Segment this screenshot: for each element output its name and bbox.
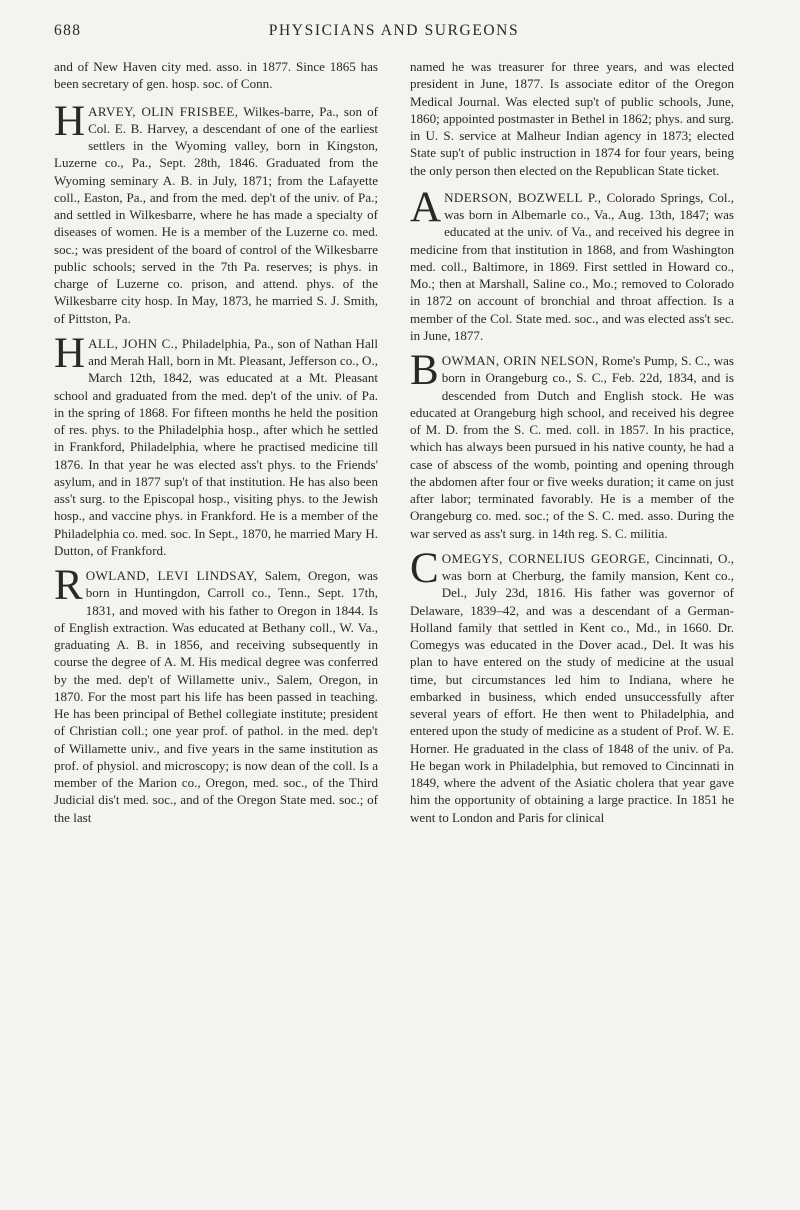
entry-text: Cincinnati, O., was born at Cherburg, the family mansion, Kent co., Del., July 23d, 1816. His father was governor of Delaware, 1839–42, and was a descendant of a German-Holland family that settled in Kent co., Md., in 1660. Dr. Comegys was educated in the Dover acad., Del. It was his plan to have entered on the study of medicine at the usual time, but circumstances led him to Indiana, where he embarked in business, which ended unsuccessfully after several years of effort. He then went to Philadelphia, and entered upon the study of medicine as a student of Prof. W. E. Horner. He graduated in the class of 1848 of the univ. of Pa. He began work in Philadelphia, but removed to Cincinnati in 1849, where the advent of the Asiatic cholera that year gave him the opportunity of obtaining a large practice. In 1851 he went to London and Paris for clinical [410, 550, 734, 825]
drop-cap: H [54, 329, 86, 377]
entry-name: OWMAN, ORIN NELSON, [441, 353, 599, 368]
entry-text: Rome's Pump, S. C., was born in Orangeburg co., S. C., Feb. 22d, 1834, and is descended from Dutch and English stock. He was educated at Orangeburg high school, and received his degree of M. D. from the S. C. med. coll. in 1857. In his practice, which has always been pursued in his native county, he had a case of abscess of the womb, pointing and opening through the abdomen after four or five weeks duration; it came on just after labor; terminated favorably. He is a member of the Orangeburg co. med. soc.; of the S. C. med. asso. During the war served as ass't surg. in 14th reg. S. C. militia. [410, 353, 734, 541]
left-column [54, 58, 378, 1196]
biography-entry-anderson [410, 183, 734, 344]
entry-name: ARVEY, OLIN FRISBEE, [88, 103, 239, 119]
drop-cap: H [54, 97, 86, 145]
drop-cap: R [54, 562, 83, 609]
entry-name: OMEGYS, CORNELIUS GEORGE, [441, 550, 650, 566]
biography-entry-comegys [410, 544, 734, 826]
entry-name: ALL, JOHN C., [88, 335, 179, 351]
entry-text: Philadelphia, Pa., son of Nathan Hall and Merah Hall, born in Mt. Pleasant, Jefferson co., O., March 12th, 1842, was educated at a Mt. Pleasant school and graduated from the med. dep't of the univ. of Pa. in the spring of 1868. For fifteen months he held the position of res. phys. to the Philadelphia hosp., after which he settled in Frankford, Philadelphia, where he practised medicine till 1876. In that year he was elected ass't phys. to the Friends' asylum, and in 1877 sup't of that institution. He has also been ass't surg. to the Episcopal hosp., visiting phys. to the Jewish hosp., and vaccine phys. in Frankford. He is a member of the Philadelphia co. med. soc. In Sept., 1870, he married Mary H. Dutton, of Frankford. [54, 335, 378, 558]
page-number: 688 [54, 22, 82, 39]
biography-entry-harvey [54, 97, 378, 327]
text-columns [54, 58, 734, 1196]
entry-name: OWLAND, LEVI LINDSAY, [85, 568, 258, 583]
entry-text: Wilkes-barre, Pa., son of Col. E. B. Harvey, a descendant of one of the earliest settlers in the Wyoming valley, born in Kingston, Luzerne co., Pa., Sept. 28th, 1846. Graduated from the Wyoming seminary A. B. in July, 1871; from the Lafayette coll., Easton, Pa., and from the med. dep't of the univ. of Pa.; and settled in Wilkesbarre, where he has made a specialty of diseases of women. He is a member of the Luzerne co. med. soc.; was president of the board of control of the Wilkesbarre public schools; served in the 7th Pa. reserves; is phys. in charge of Luzerne co. prison, and attend. phys. of the Wilkesbarre city hosp. In May, 1873, he married S. J. Smith, of Pittston, Pa. [54, 103, 378, 326]
biography-entry-bowman [410, 347, 734, 542]
continuation-paragraph: and of New Haven city med. asso. in 1877. Since 1865 has been secretary of gen. hosp. soc. of Conn. [54, 59, 378, 92]
biography-entry-rowland [54, 562, 378, 826]
right-column [410, 58, 734, 1196]
running-head: PHYSICIANS AND SURGEONS [268, 22, 520, 39]
drop-cap: B [410, 347, 439, 394]
drop-cap: C [410, 544, 439, 592]
page-header [54, 22, 734, 46]
biography-entry-hall [54, 329, 378, 559]
entry-name: NDERSON, BOZWELL P., [444, 189, 602, 205]
continuation-paragraph: named he was treasurer for three years, and was elected president in June, 1877. Is associate editor of the Oregon Medical Journal. Was elected sup't of public schools, June, 1860; appointed postmaster in Bethel in 1862; phys. and surg. in U. S. service at Malheur Indian agency in 1873; elected State sup't of public instruction in 1874 for four years, being the only person then elected on the Republican State ticket. [410, 59, 734, 178]
drop-cap: A [410, 183, 442, 231]
entry-text: Salem, Oregon, was born in Huntingdon, Carroll co., Tenn., Sept. 17th, 1831, and moved with his father to Oregon in 1844. Is of English extraction. Was educated at Bethany coll., W. Va., graduating A. B. in 1856, and receiving subsequently in course the degree of A. M. His medical degree was conferred by the med. dep't of Willamette univ., Salem, Oregon, in 1870. For the most part his life has been passed in teaching. He has been principal of Bethel collegiate institute; president of Christian coll.; one year prof. of pathol. in the med. dep't of Willamette univ., and five years in the same institution as prof. of physiol. and microscopy; is now dean of the coll. Is a member of the Marion co., Oregon, med. soc., of the Third Judicial dis't med. soc., and of the Oregon State med. soc.; of the last [54, 568, 378, 825]
entry-text: Colorado Springs, Col., was born in Albemarle co., Va., Aug. 13th, 1847; was educated at the univ. of Va., and received his degree in medicine from that institution in 1868, and from Washington med. coll., Baltimore, in 1869. First settled in Howard co., Mo.; then at Marshall, Saline co., Mo.; removed to Colorado in 1872 on account of bronchial and throat affection. Is a member of the Col. State med. soc., and was elected ass't sec. in June, 1877. [410, 189, 734, 343]
